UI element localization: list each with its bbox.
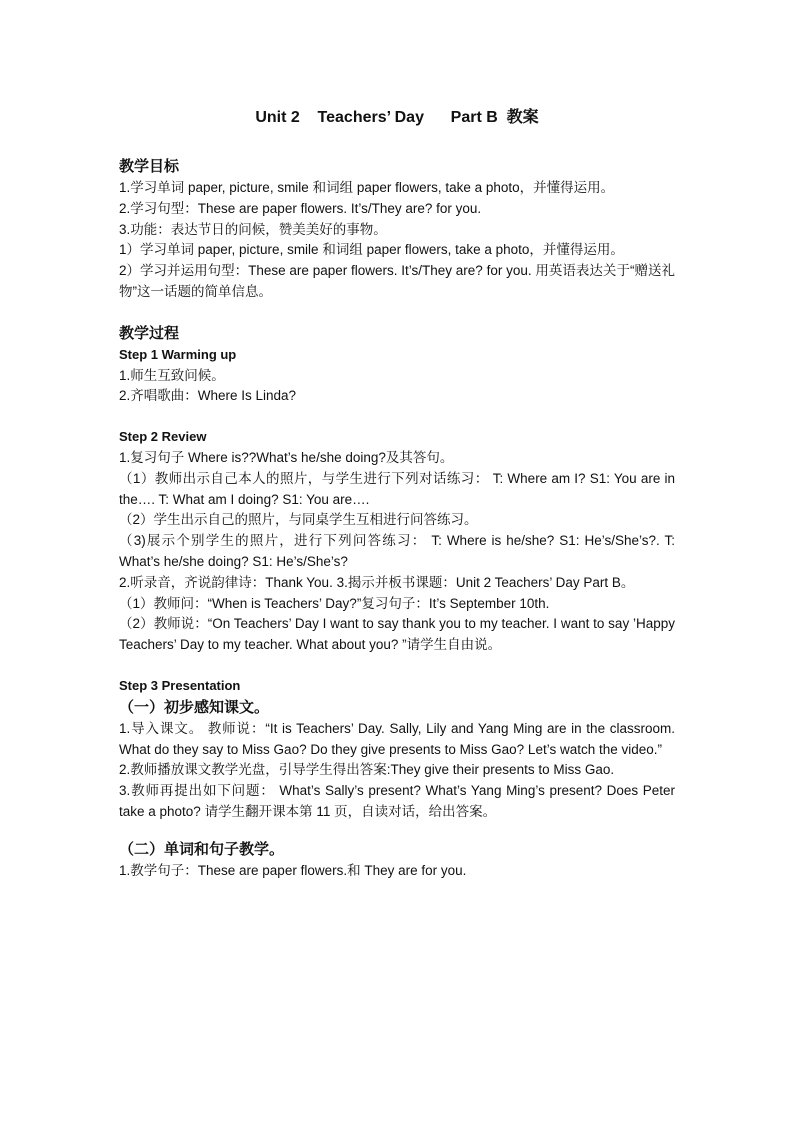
spacer — [119, 656, 675, 676]
step1-line: 2.齐唱歌曲：Where Is Linda? — [119, 388, 297, 404]
step2-line: （1）教师问：“When is Teachers’ Day?”复习句子：It’s September 10th. — [119, 595, 550, 611]
step1-title: Step 1 Warming up — [119, 346, 237, 362]
step2-line: 2.听录音，齐说韵律诗：Thank You. 3.揭示并板书课题：Unit 2 Teachers’ Day Part B。 — [119, 574, 635, 590]
step2-line: （3)展示个别学生的照片，进行下列问答练习： T: Where is he/she? S1: He’s/She’s?. T: What’s he/she doing? S1: He’s/She’s? — [119, 533, 675, 569]
step2-line: 1.复习句子 Where is??What’s he/she doing?及其答句。 — [119, 449, 454, 465]
step3-title: Step 3 Presentation — [119, 677, 241, 693]
objectives-heading: 教学目标 — [119, 158, 180, 175]
objective-line: 1.学习单词 paper, picture, smile 和词组 paper flowers, take a photo，并懂得运用。 — [119, 180, 615, 195]
step2-line: （1）教师出示自己本人的照片，与学生进行下列对话练习： T: Where am I? S1: You are in the…. T: What am I doing? S1: You are…. — [119, 470, 675, 507]
objective-line: 1）学习单词 paper, picture, smile 和词组 paper flowers, take a photo，并懂得运用。 — [119, 242, 624, 258]
step2-title: Step 2 Review — [119, 429, 207, 445]
objective-line: 2.学习句型：These are paper flowers. It’s/They are? for you. — [119, 200, 482, 216]
document-title: Unit 2 Teachers’ Day Part B 教案 — [255, 109, 539, 126]
spacer — [119, 407, 675, 427]
step3-line: 2.教师播放课文教学光盘，引导学生得出答案:They give their presents to Miss Gao. — [119, 762, 615, 778]
step2-line: （2）学生出示自己的照片，与同桌学生互相进行问答练习。 — [119, 512, 478, 528]
spacer — [119, 823, 675, 839]
step3-subheading-2: （二）单词和句子教学。 — [119, 840, 285, 858]
step3-line: 3.教师再提出如下问题： What’s Sally’s present? What’s Yang Ming’s present? Does Peter take a photo? 请学生翻开课本第 11 页，自读对话，给出答案。 — [119, 783, 675, 819]
document-page — [119, 106, 675, 882]
step3-line: 1.教学句子：These are paper flowers.和 They are for you. — [119, 862, 467, 878]
step1-line: 1.师生互致问候。 — [119, 367, 225, 383]
step2-line: （2）教师说：“On Teachers’ Day I want to say thank you to my teacher. I want to say ’Happy Teachers’ Day to my teacher. What about you? ”请学生自由说。 — [119, 616, 675, 653]
process-heading: 教学过程 — [119, 324, 180, 342]
objective-line: 3.功能：表达节日的问候，赞美美好的事物。 — [119, 221, 387, 237]
spacer — [119, 303, 675, 323]
step3-subheading-1: （一）初步感知课文。 — [119, 698, 270, 716]
step3-line: 1.导入课文。 教师说：“It is Teachers’ Day. Sally, Lily and Yang Ming are in the classroom. What do they say to Miss Gao? Do they give presents to Miss Gao? Let’s watch the video.” — [119, 720, 675, 757]
objective-line: 2）学习并运用句型：These are paper flowers. It’s/They are? for you. 用英语表达关于“赠送礼物”这一话题的简单信息。 — [119, 263, 675, 299]
